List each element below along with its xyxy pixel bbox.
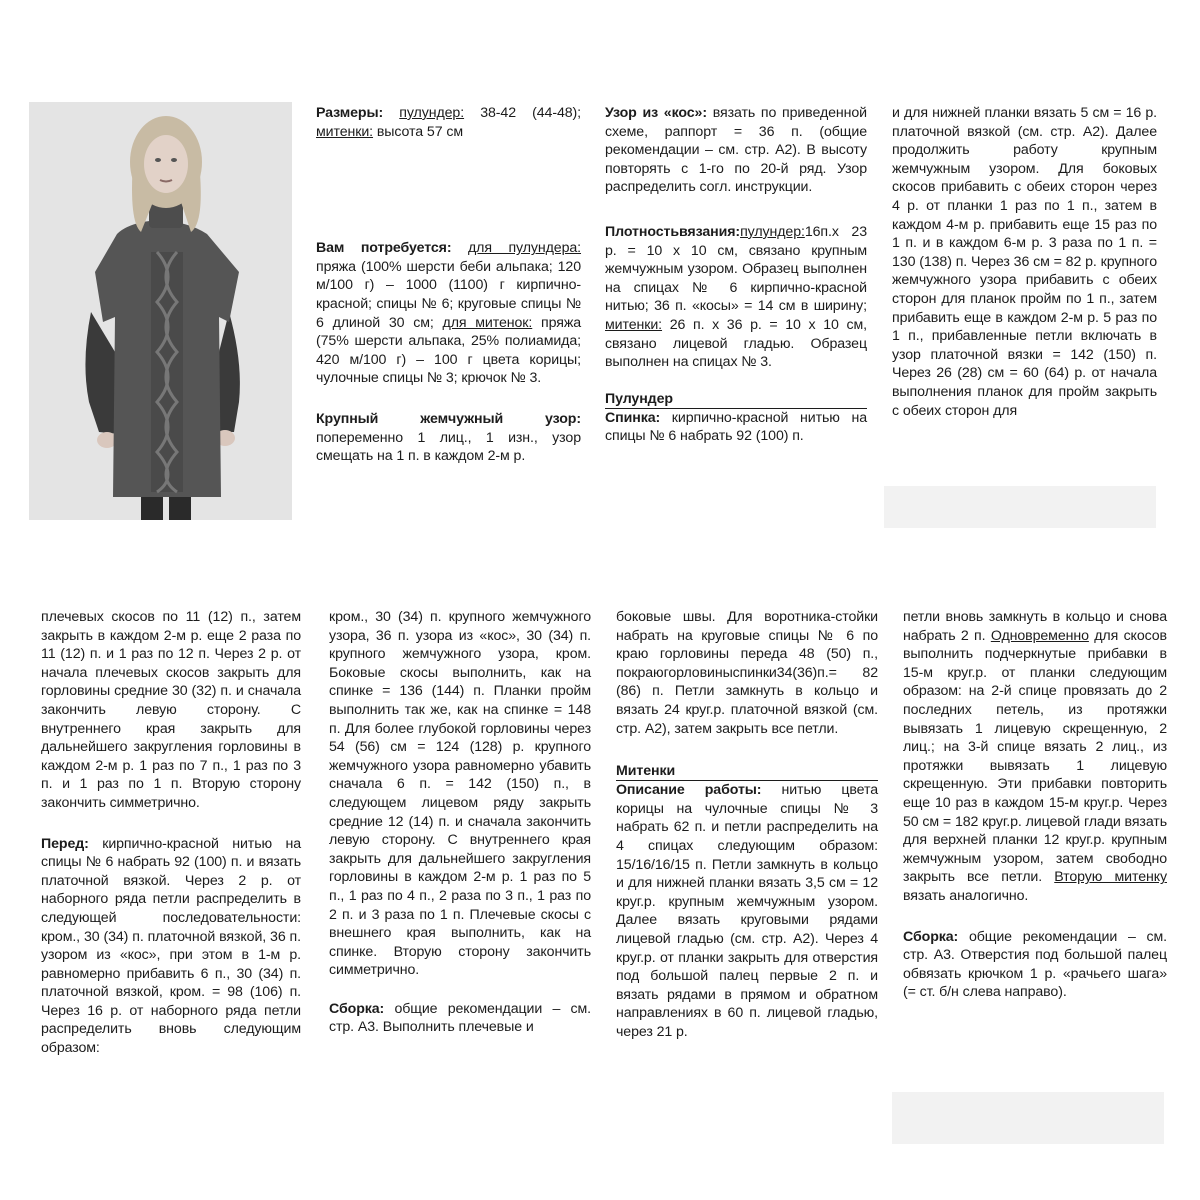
model-photo bbox=[29, 102, 292, 520]
pearl-pattern-paragraph bbox=[316, 410, 581, 466]
simultaneously-label: Одновременно bbox=[990, 627, 1089, 644]
density-label: Плотностьвязания: bbox=[605, 223, 741, 240]
front-label: Перед: bbox=[41, 835, 89, 852]
front-paragraph bbox=[41, 835, 301, 1058]
mittens-cont-text-1: петли вновь замкнуть в кольцо и снова набрать 2 п. bbox=[903, 609, 1167, 644]
density-pullover-label: пулундер: bbox=[740, 223, 805, 240]
pearl-pattern-text: попеременно 1 лиц., 1 изн., узор смещать на 1 п. в каждом 2-м р. bbox=[316, 429, 581, 465]
bottom-col-2 bbox=[329, 608, 591, 1037]
sizes-mittens-value: высота 57 см bbox=[373, 123, 463, 140]
mittens-work-text: нитью цвета корицы на чулочные спицы № 3 набрать 62 п. и петли распределить на 4 спицах следующим образом: 15/16/16/15 п. Петли замкнуть в кольцо и для нижней планки вязать 3,5 см = 12 круг.р. крупным жемчужным узором. Далее вязать круговыми рядами лицевой гладью (см. стр. А2). Через 4 круг.р. от планки закрыть для отверстия под большой палец первые 2 п. и вязать рядами в прямом и обратном направлениях в 60 п. лицевой гладью, через 21 р. bbox=[616, 782, 878, 1040]
back-continued-text: и для нижней планки вязать 5 см = 16 р. платочной вязкой (см. стр. А2). Далее продолжить работу крупным жемчужным узором. Для боковых скосов прибавить с обеих сторон через 4 р. от планки 1 раз по 1 п., затем в каждом 4-м р. прибавить еще 15 раз по 1 п. и в каждом 6-м р. 3 раза по 1 п. = 130 (138) п. Через 36 см = 82 р. крупного жемчужного узора прибавить с обеих сторон для планок пройм по 1 п., затем прибавить еще в каждом 2-м р. 5 раз по 1 п., прибавленные петли включать в узор платочной вязки = 142 (150) п. Через 26 (28) см = 60 (64) р. от начала выполнения планок для пройм закрыть с обеих сторон для bbox=[892, 105, 1157, 419]
materials-mittens-label: для митенок: bbox=[442, 314, 533, 331]
collar-text: боковые швы. Для воротника-стойки набрать на круговые спицы № 6 по краю горловины переда 48 (50) п., покраюгорловиныспинки34(36)п.= 82 (86) п. Петли замкнуть в кольцо и вязать 24 круг.р. платочной вязкой (см. стр. А2), затем закрыть все петли. bbox=[616, 609, 878, 737]
top-col3-shade bbox=[884, 486, 1156, 528]
back-paragraph bbox=[605, 409, 867, 446]
top-col-back-cont bbox=[892, 104, 1157, 420]
front-continued-text: кром., 30 (34) п. крупного жемчужного узора, 36 п. узора из «кос», 30 (34) п. крупного жемчужного узора, кром. Боковые скосы выполнить, как на спинке = 136 (144) п. Планки пройм выполнить так же, как на спинке = 148 п. Для более глубокой горловины через 54 (56) см = 124 (128) р. крупного жемчужного узора равномерно убавить сначала 6 п. = 142 (150) п., в следующем лицевом ряду закрыть средние 12 (14) п. и сначала закончить левую сторону. С внутреннего края закрыть для дальнейшего закругления горловины в каждом 2-м р. 1 раз по 5 п., 1 раз по 4 п., 2 раза по 3 п., 1 раз по 2 п. и 3 раза по 1 п. Плечевые скосы с внешнего края выполнить, как на спинке. Вторую сторону закончить симметрично. bbox=[329, 609, 591, 979]
density-mittens-text: 26 п. х 36 р. = 10 х 10 см, связано лицевой гладью. Образец выполнен на спицах № 3. bbox=[605, 316, 867, 371]
back-shoulders-text: плечевых скосов по 11 (12) п., затем закрыть в каждом 2-м р. еще 2 раза по 11 (12) п. и 1 раз по 12 п. Через 2 р. от начала плечевых скосов закрыть для горловины средние 30 (32) п. и сначала закончить левую сторону. С внутреннего края закрыть для дальнейшего закругления горловины в каждом 2-м р. 1 раз по 7 п., 1 раз по 3 п. и 1 раз по 1 п. Вторую сторону закончить симметрично. bbox=[41, 609, 301, 811]
cable-text: вязать по приведенной схеме, раппорт = 36 п. (общие рекомендации – см. стр. А2). В высоту повторять с 1-го по 20-й ряд. Узор распределить согл. инструкции. bbox=[605, 105, 867, 196]
mittens-work-paragraph bbox=[616, 781, 878, 1041]
cable-label: Узор из «кос»: bbox=[605, 105, 707, 121]
mittens-cont-paragraph bbox=[903, 608, 1167, 906]
sizes-paragraph bbox=[316, 104, 581, 141]
density-paragraph bbox=[605, 223, 867, 372]
sizes-label: Размеры: bbox=[316, 105, 384, 121]
back-label: Спинка: bbox=[605, 409, 661, 426]
sizes-mittens-label: митенки: bbox=[316, 123, 374, 140]
cable-paragraph bbox=[605, 104, 867, 197]
assembly-label-1: Сборка: bbox=[329, 1000, 385, 1017]
mittens-work-label: Описание работы: bbox=[616, 782, 762, 799]
materials-pullover-label: для пулундера: bbox=[468, 240, 582, 257]
mittens-heading: Митенки bbox=[616, 762, 878, 781]
second-mitten-label: Вторую митенку bbox=[1054, 869, 1167, 886]
front-text: кирпично-красной нитью на спицы № 6 набрать 92 (100) п. и вязать платочной вязкой. Через 2 р. от наборного ряда петли распределить в следующей последовательности: кром., 30 (34) п. платочной вязкой, 36 п. узором из «кос», при этом в 1-м р. равномерно прибавить 6 п., 30 (34) п. платочной вязкой, кром. = 98 (106) п. Через 16 р. от наборного ряда петли распределить вновь следующим образом: bbox=[41, 835, 301, 1057]
back-text: кирпично-красной нитью на спицы № 6 набрать 92 (100) п. bbox=[605, 409, 867, 445]
materials-label: Вам потребуется: bbox=[316, 240, 452, 257]
sizes-pullover-label: пулундер: bbox=[399, 105, 465, 121]
pullover-heading: Пулундер bbox=[605, 390, 867, 409]
mittens-cont-text-3: вязать аналогично. bbox=[903, 887, 1029, 904]
assembly-text-1: общие рекомендации – см. стр. А3. Выполнить плечевые и bbox=[329, 1000, 591, 1036]
density-mittens-label: митенки: bbox=[605, 316, 663, 333]
assembly-label-2: Сборка: bbox=[903, 928, 959, 945]
materials-pullover-text: пряжа (100% шерсти беби альпака; 120 м/100 г) – 1000 (1100) г кирпично-красной; спицы № 6; круговые спицы № 6 длиной 30 см; bbox=[316, 258, 581, 331]
bottom-col-4 bbox=[903, 608, 1167, 1002]
top-col-sizes bbox=[316, 104, 581, 466]
materials-mittens-text: пряжа (75% шерсти альпака, 25% полиамида; 420 м/100 г) – 100 г цвета корицы; чулочные спицы № 3; крючок № 3. bbox=[316, 314, 582, 387]
density-pullover-text: 16п.х 23 р. = 10 х 10 см, связано крупным жемчужным узором. Образец выполнен на спицах № 6 кирпично-красной нитью; 36 п. «косы» = 14 см в ширину; bbox=[605, 223, 867, 315]
assembly-text-2: общие рекомендации – см. стр. А3. Отверстия под большой палец обвязать крючком 1 р. «рачьего шага» (= ст. б/н слева направо). bbox=[903, 928, 1167, 1001]
mittens-cont-text-2: для скосов выполнить подчеркнутые прибавки в 15-м круг.р. от планки следующим образом: на 2-й спице провязать до 2 последних петель, из протяжки вывязать 1 лицевую скрещенную, 2 лиц.; на 3-й спице вязать 2 лиц., из протяжки вывязать 1 лицевую скрещенную. Эти прибавки повторить еще 10 раз в каждом 15-м круг.р. Через 50 см = 182 круг.р. лицевой глади вязать для верхней планки 12 круг.р. крупным жемчужным узором, затем свободно закрыть все петли. bbox=[903, 627, 1167, 886]
materials-paragraph bbox=[316, 239, 581, 388]
top-col-cable bbox=[605, 104, 867, 446]
bottom-col-1 bbox=[41, 608, 301, 1058]
bottom-col4-shade bbox=[892, 1092, 1164, 1144]
sizes-pullover-value: 38-42 (44-48); bbox=[464, 105, 581, 121]
assembly-paragraph-2 bbox=[903, 928, 1167, 1002]
assembly-paragraph-1 bbox=[329, 1000, 591, 1037]
bottom-col-3 bbox=[616, 608, 878, 1041]
pearl-pattern-label: Крупный жемчужный узор: bbox=[316, 410, 581, 427]
